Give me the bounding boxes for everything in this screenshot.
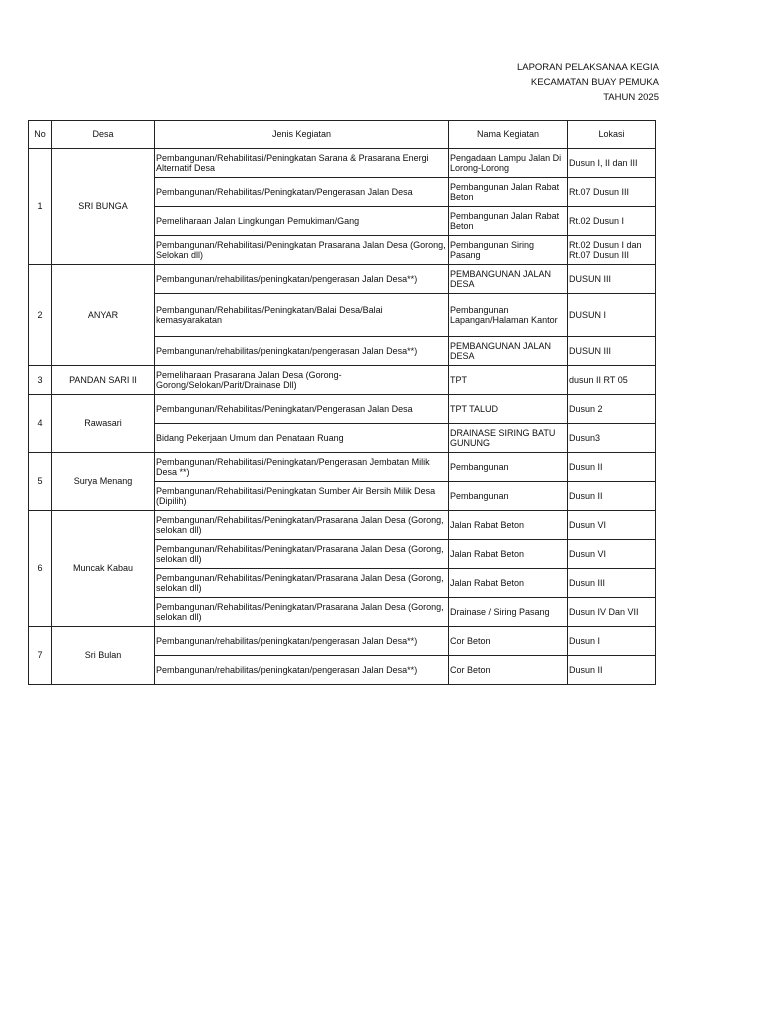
table-header-row: [29, 121, 656, 149]
cell-desa: PANDAN SARI II: [52, 366, 155, 395]
cell-lokasi: Dusun I: [568, 627, 656, 656]
cell-no: 7: [29, 627, 52, 685]
cell-lokasi: dusun II RT 05: [568, 366, 656, 395]
cell-nama-kegiatan: Pembangunan Jalan Rabat Beton: [449, 207, 568, 236]
cell-desa: Rawasari: [52, 395, 155, 453]
cell-lokasi: Dusun II: [568, 482, 656, 511]
cell-lokasi: DUSUN III: [568, 337, 656, 366]
cell-jenis-kegiatan: Pembangunan/Rehabilitas/Peningkatan/Balai Desa/Balai kemasyarakatan: [155, 294, 449, 337]
activity-table: [28, 120, 656, 685]
cell-jenis-kegiatan: Pembangunan/Rehabilitasi/Peningkatan Sumber Air Bersih Milik Desa (Dipilih): [155, 482, 449, 511]
cell-no: 1: [29, 149, 52, 265]
cell-nama-kegiatan: Pengadaan Lampu Jalan Di Lorong-Lorong: [449, 149, 568, 178]
table-row: [29, 627, 656, 656]
cell-lokasi: Dusun3: [568, 424, 656, 453]
cell-jenis-kegiatan: Bidang Pekerjaan Umum dan Penataan Ruang: [155, 424, 449, 453]
cell-nama-kegiatan: Jalan Rabat Beton: [449, 540, 568, 569]
cell-jenis-kegiatan: Pembangunan/Rehabilitas/Peningkatan/Prasarana Jalan Desa (Gorong, selokan dll): [155, 511, 449, 540]
cell-nama-kegiatan: Pembangunan Jalan Rabat Beton: [449, 178, 568, 207]
cell-jenis-kegiatan: Pembangunan/rehabilitas/peningkatan/pengerasan Jalan Desa**): [155, 265, 449, 294]
report-header: [430, 60, 659, 105]
cell-lokasi: DUSUN III: [568, 265, 656, 294]
cell-no: 2: [29, 265, 52, 366]
cell-jenis-kegiatan: Pembangunan/Rehabilitasi/Peningkatan Sarana & Prasarana Energi Alternatif Desa: [155, 149, 449, 178]
table-row: [29, 366, 656, 395]
table-row: [29, 453, 656, 482]
cell-nama-kegiatan: Cor Beton: [449, 656, 568, 685]
cell-jenis-kegiatan: Pembangunan/Rehabilitasi/Peningkatan Prasarana Jalan Desa (Gorong, Selokan dll): [155, 236, 449, 265]
col-header-desa: Desa: [52, 121, 155, 149]
cell-jenis-kegiatan: Pembangunan/Rehabilitas/Peningkatan/Pengerasan Jalan Desa: [155, 178, 449, 207]
cell-nama-kegiatan: PEMBANGUNAN JALAN DESA: [449, 265, 568, 294]
cell-jenis-kegiatan: Pembangunan/Rehabilitas/Peningkatan/Pengerasan Jalan Desa: [155, 395, 449, 424]
cell-no: 4: [29, 395, 52, 453]
cell-no: 6: [29, 511, 52, 627]
col-header-no: No: [29, 121, 52, 149]
cell-lokasi: Rt.07 Dusun III: [568, 178, 656, 207]
cell-nama-kegiatan: DRAINASE SIRING BATU GUNUNG: [449, 424, 568, 453]
cell-lokasi: Dusun I, II dan III: [568, 149, 656, 178]
cell-nama-kegiatan: Cor Beton: [449, 627, 568, 656]
table-row: [29, 511, 656, 540]
cell-nama-kegiatan: TPT TALUD: [449, 395, 568, 424]
cell-lokasi: DUSUN I: [568, 294, 656, 337]
cell-desa: SRI BUNGA: [52, 149, 155, 265]
table-row: [29, 265, 656, 294]
cell-nama-kegiatan: Pembangunan Siring Pasang: [449, 236, 568, 265]
report-year: TAHUN 2025: [603, 92, 659, 103]
cell-jenis-kegiatan: Pembangunan/Rehabilitasi/Peningkatan/Pengerasan Jembatan Milik Desa **): [155, 453, 449, 482]
cell-lokasi: Dusun IV Dan VII: [568, 598, 656, 627]
col-header-lokasi: Lokasi: [568, 121, 656, 149]
cell-desa: Muncak Kabau: [52, 511, 155, 627]
cell-jenis-kegiatan: Pembangunan/rehabilitas/peningkatan/pengerasan Jalan Desa**): [155, 627, 449, 656]
cell-jenis-kegiatan: Pembangunan/Rehabilitas/Peningkatan/Prasarana Jalan Desa (Gorong, selokan dll): [155, 569, 449, 598]
table-body: [29, 149, 656, 685]
cell-lokasi: Dusun II: [568, 656, 656, 685]
cell-desa: Surya Menang: [52, 453, 155, 511]
cell-lokasi: Dusun III: [568, 569, 656, 598]
col-header-jenis-kegiatan: Jenis Kegiatan: [155, 121, 449, 149]
cell-nama-kegiatan: Pembangunan: [449, 453, 568, 482]
cell-nama-kegiatan: PEMBANGUNAN JALAN DESA: [449, 337, 568, 366]
cell-jenis-kegiatan: Pembangunan/Rehabilitas/Peningkatan/Prasarana Jalan Desa (Gorong, selokan dll): [155, 598, 449, 627]
cell-nama-kegiatan: Jalan Rabat Beton: [449, 511, 568, 540]
cell-nama-kegiatan: Jalan Rabat Beton: [449, 569, 568, 598]
cell-nama-kegiatan: Pembangunan: [449, 482, 568, 511]
table-row: [29, 149, 656, 178]
cell-jenis-kegiatan: Pembangunan/Rehabilitas/Peningkatan/Prasarana Jalan Desa (Gorong, selokan dll): [155, 540, 449, 569]
cell-lokasi: Dusun 2: [568, 395, 656, 424]
cell-no: 3: [29, 366, 52, 395]
cell-lokasi: Rt.02 Dusun I dan Rt.07 Dusun III: [568, 236, 656, 265]
table-row: [29, 395, 656, 424]
cell-lokasi: Dusun II: [568, 453, 656, 482]
cell-nama-kegiatan: TPT: [449, 366, 568, 395]
cell-desa: ANYAR: [52, 265, 155, 366]
cell-lokasi: Rt.02 Dusun I: [568, 207, 656, 236]
report-district: KECAMATAN BUAY PEMUKA: [530, 77, 659, 88]
cell-nama-kegiatan: Drainase / Siring Pasang: [449, 598, 568, 627]
report-title: LAPORAN PELAKSANAA KEGIA: [516, 62, 659, 73]
cell-lokasi: Dusun VI: [568, 511, 656, 540]
cell-lokasi: Dusun VI: [568, 540, 656, 569]
cell-jenis-kegiatan: Pemeliharaan Jalan Lingkungan Pemukiman/Gang: [155, 207, 449, 236]
cell-jenis-kegiatan: Pembangunan/rehabilitas/peningkatan/pengerasan Jalan Desa**): [155, 656, 449, 685]
cell-desa: Sri Bulan: [52, 627, 155, 685]
col-header-nama-kegiatan: Nama Kegiatan: [449, 121, 568, 149]
cell-jenis-kegiatan: Pemeliharaan Prasarana Jalan Desa (Gorong-Gorong/Selokan/Parit/Drainase Dll): [155, 366, 449, 395]
cell-no: 5: [29, 453, 52, 511]
cell-nama-kegiatan: Pembangunan Lapangan/Halaman Kantor: [449, 294, 568, 337]
cell-jenis-kegiatan: Pembangunan/rehabilitas/peningkatan/pengerasan Jalan Desa**): [155, 337, 449, 366]
